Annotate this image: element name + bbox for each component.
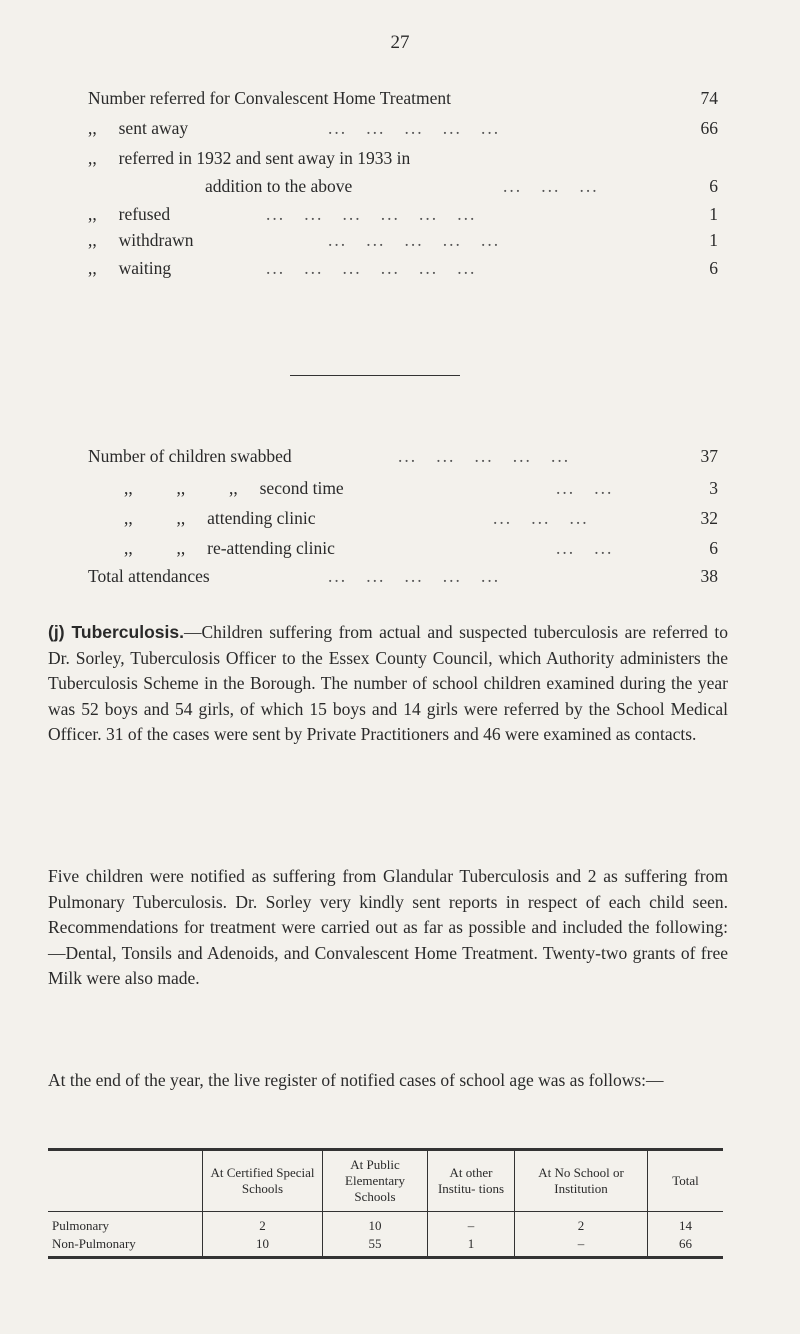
leader-dots: ... ... ... ... ... ... bbox=[266, 204, 477, 224]
row-value: 32 bbox=[700, 508, 718, 528]
list-item bbox=[88, 476, 718, 500]
table-cell: 55 bbox=[323, 1235, 428, 1258]
register-intro-paragraph: At the end of the year, the live register of notified cases of school age was as follows:— bbox=[48, 1070, 664, 1090]
row-label: ,, withdrawn bbox=[88, 230, 194, 250]
paragraph-text: —Children suffering from actual and suspected tuberculosis are referred to Dr. Sorley, Tuberculosis Officer to the Essex County Council, which Authority administers the Tuberculosis Scheme in the Borough. The number of school children examined during the year was 52 boys and 54 girls, of which 15 boys and 14 girls were referred by the School Medical Officer. 31 of the cases were sent by Private Practitioners and 46 were examined as contacts. bbox=[48, 622, 728, 744]
table-header: Total bbox=[648, 1150, 724, 1212]
row-value: 74 bbox=[700, 88, 718, 108]
row-label: ,, ,, attending clinic bbox=[124, 508, 316, 528]
row-label: addition to the above bbox=[205, 176, 353, 196]
list-item bbox=[88, 256, 718, 280]
table-header-row bbox=[48, 1150, 723, 1212]
table-header: At Public Elementary Schools bbox=[323, 1150, 428, 1212]
row-label: Number referred for Convalescent Home Treatment bbox=[88, 88, 452, 108]
list-item bbox=[88, 506, 718, 530]
row-value: 37 bbox=[700, 446, 718, 466]
leader-dots: ... ... ... ... ... bbox=[328, 566, 501, 586]
table-cell: 10 bbox=[323, 1212, 428, 1236]
table-header bbox=[48, 1150, 203, 1212]
list-item bbox=[88, 86, 718, 110]
leader-dots: ... ... bbox=[556, 478, 614, 498]
row-value: 38 bbox=[700, 566, 718, 586]
list-item bbox=[88, 146, 718, 170]
leader-dots: ... ... ... ... ... ... bbox=[266, 258, 477, 278]
row-value: 3 bbox=[709, 478, 718, 498]
row-label: ,, waiting bbox=[88, 258, 172, 278]
table-cell: 66 bbox=[648, 1235, 724, 1258]
row-label: ,, refused bbox=[88, 204, 171, 224]
table-row bbox=[48, 1212, 723, 1236]
leader-dots: ... ... ... ... ... bbox=[398, 446, 571, 466]
table-cell: – bbox=[428, 1212, 515, 1236]
row-label: ,, sent away bbox=[88, 118, 189, 138]
table-cell: 2 bbox=[515, 1212, 648, 1236]
leader-dots: ... ... bbox=[556, 538, 614, 558]
notification-paragraph: Five children were notified as suffering from Glandular Tuberculosis and 2 as suffering from Pulmonary Tuberculosis. Dr. Sorley very kindly sent reports in respect of each child seen. Recommendations for treatment were carried out as far as possible and included the following:—Dental, Tonsils and Adenoids, and Convalescent Home Treatment. Twenty-two grants of free Milk were also made. bbox=[48, 866, 728, 988]
leader-dots: ... ... ... ... ... bbox=[328, 118, 501, 138]
row-value: 1 bbox=[709, 230, 718, 250]
table-cell: 2 bbox=[203, 1212, 323, 1236]
section-heading: (j) Tuberculosis. bbox=[48, 622, 184, 642]
page-number: 27 bbox=[390, 32, 410, 53]
leader-dots: ... ... ... ... ... bbox=[328, 230, 501, 250]
table-header: At other Institu- tions bbox=[428, 1150, 515, 1212]
table-header: At Certified Special Schools bbox=[203, 1150, 323, 1212]
table-cell: Pulmonary bbox=[52, 1218, 110, 1233]
list-item bbox=[88, 564, 718, 588]
row-label: ,, ,, re-attending clinic bbox=[124, 538, 335, 558]
row-value: 1 bbox=[709, 204, 718, 224]
leader-dots: ... ... ... bbox=[503, 176, 599, 196]
row-label: ,, referred in 1932 and sent away in 1933 in bbox=[88, 148, 411, 168]
leader-dots: ... ... ... bbox=[493, 508, 589, 528]
row-value: 6 bbox=[709, 176, 718, 196]
list-item bbox=[88, 536, 718, 560]
table-header: At No School or Institution bbox=[515, 1150, 648, 1212]
table-row bbox=[48, 1235, 723, 1258]
list-item bbox=[88, 228, 718, 252]
register-table bbox=[48, 1148, 723, 1259]
row-label: ,, ,, ,, second time bbox=[124, 478, 344, 498]
list-item bbox=[88, 202, 718, 226]
tuberculosis-paragraph bbox=[48, 620, 728, 748]
table-cell: Non-Pulmonary bbox=[52, 1236, 136, 1251]
table-cell: – bbox=[515, 1235, 648, 1258]
list-item bbox=[88, 444, 718, 468]
section-divider bbox=[290, 375, 460, 376]
table-cell: 1 bbox=[428, 1235, 515, 1258]
list-item bbox=[88, 116, 718, 140]
table-cell: 14 bbox=[648, 1212, 724, 1236]
row-label: Total attendances bbox=[88, 566, 210, 586]
list-item bbox=[88, 174, 718, 198]
row-value: 66 bbox=[700, 118, 718, 138]
table-cell: 10 bbox=[203, 1235, 323, 1258]
row-value: 6 bbox=[709, 258, 718, 278]
row-value: 6 bbox=[709, 538, 718, 558]
row-label: Number of children swabbed bbox=[88, 446, 292, 466]
